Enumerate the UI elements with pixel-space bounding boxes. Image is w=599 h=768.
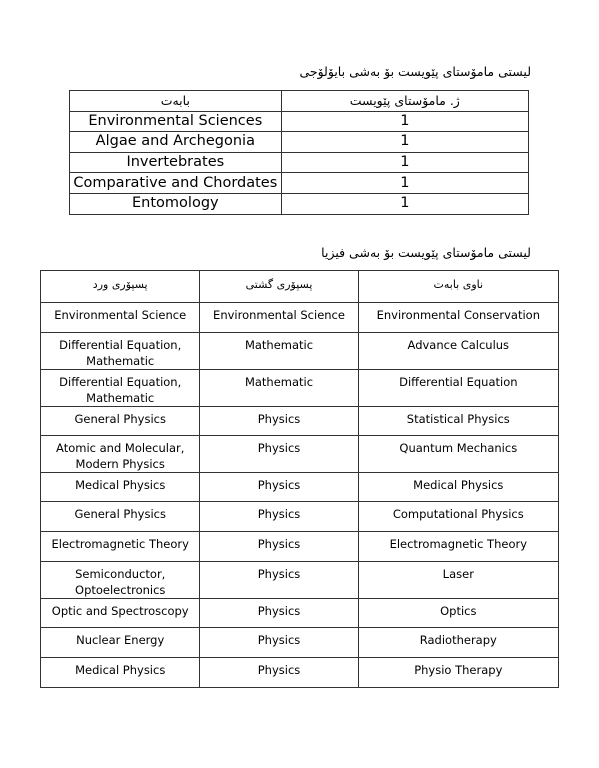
table-row bbox=[41, 599, 559, 628]
subject-cell: Entomology bbox=[70, 193, 282, 214]
general-specialty-cell: Physics bbox=[200, 658, 358, 688]
table-row bbox=[70, 173, 529, 194]
table-row bbox=[41, 333, 559, 370]
subject-name-cell: Computational Physics bbox=[358, 502, 558, 532]
specific-specialty-cell: Semiconductor, Optoelectronics bbox=[41, 562, 200, 599]
subject-name-cell: Medical Physics bbox=[358, 473, 558, 502]
count-cell: 1 bbox=[281, 152, 528, 173]
header-subject-name: ناوی بابەت bbox=[358, 271, 558, 303]
table-header-row bbox=[70, 91, 529, 112]
header-general-specialty: پسپۆری گشتی bbox=[200, 271, 358, 303]
header-specific-specialty: پسپۆری ورد bbox=[41, 271, 200, 303]
general-specialty-cell: Mathematic bbox=[200, 370, 358, 407]
table-row bbox=[41, 502, 559, 532]
specific-specialty-cell: General Physics bbox=[41, 407, 200, 436]
physics-section-title: لیستی مامۆستای پێویست بۆ بەشی فیزیا bbox=[321, 245, 531, 260]
specific-specialty-cell: Differential Equation, Mathematic bbox=[41, 333, 200, 370]
specific-specialty-cell: Differential Equation, Mathematic bbox=[41, 370, 200, 407]
table-row bbox=[41, 628, 559, 658]
specific-specialty-cell: Nuclear Energy bbox=[41, 628, 200, 658]
count-cell: 1 bbox=[281, 193, 528, 214]
table-row bbox=[70, 132, 529, 153]
count-cell: 1 bbox=[281, 132, 528, 153]
table-row bbox=[41, 436, 559, 473]
subject-name-cell: Physio Therapy bbox=[358, 658, 558, 688]
general-specialty-cell: Physics bbox=[200, 473, 358, 502]
general-specialty-cell: Physics bbox=[200, 436, 358, 473]
biology-section-title: لیستی مامۆستای پێویست بۆ بەشی بایۆلۆجی bbox=[299, 64, 531, 79]
subject-name-cell: Statistical Physics bbox=[358, 407, 558, 436]
specific-specialty-cell: Electromagnetic Theory bbox=[41, 532, 200, 562]
count-cell: 1 bbox=[281, 111, 528, 132]
table-row bbox=[41, 303, 559, 333]
general-specialty-cell: Mathematic bbox=[200, 333, 358, 370]
subject-cell: Comparative and Chordates bbox=[70, 173, 282, 194]
header-count: ژ. مامۆستای پێویست bbox=[281, 91, 528, 112]
subject-cell: Environmental Sciences bbox=[70, 111, 282, 132]
subject-name-cell: Laser bbox=[358, 562, 558, 599]
subject-name-cell: Differential Equation bbox=[358, 370, 558, 407]
general-specialty-cell: Physics bbox=[200, 599, 358, 628]
table-row bbox=[41, 532, 559, 562]
count-cell: 1 bbox=[281, 173, 528, 194]
table-header-row bbox=[41, 271, 559, 303]
general-specialty-cell: Physics bbox=[200, 628, 358, 658]
subject-name-cell: Advance Calculus bbox=[358, 333, 558, 370]
subject-name-cell: Electromagnetic Theory bbox=[358, 532, 558, 562]
subject-name-cell: Environmental Conservation bbox=[358, 303, 558, 333]
specific-specialty-cell: Atomic and Molecular, Modern Physics bbox=[41, 436, 200, 473]
subject-cell: Invertebrates bbox=[70, 152, 282, 173]
subject-name-cell: Quantum Mechanics bbox=[358, 436, 558, 473]
table-row bbox=[70, 193, 529, 214]
specific-specialty-cell: Medical Physics bbox=[41, 658, 200, 688]
table-row bbox=[41, 370, 559, 407]
table-row bbox=[41, 658, 559, 688]
specific-specialty-cell: General Physics bbox=[41, 502, 200, 532]
table-row bbox=[41, 562, 559, 599]
general-specialty-cell: Environmental Science bbox=[200, 303, 358, 333]
specific-specialty-cell: Environmental Science bbox=[41, 303, 200, 333]
general-specialty-cell: Physics bbox=[200, 407, 358, 436]
subject-name-cell: Optics bbox=[358, 599, 558, 628]
physics-staff-table bbox=[40, 270, 559, 688]
specific-specialty-cell: Medical Physics bbox=[41, 473, 200, 502]
specific-specialty-cell: Optic and Spectroscopy bbox=[41, 599, 200, 628]
table-row bbox=[41, 473, 559, 502]
general-specialty-cell: Physics bbox=[200, 502, 358, 532]
subject-cell: Algae and Archegonia bbox=[70, 132, 282, 153]
table-row bbox=[70, 152, 529, 173]
general-specialty-cell: Physics bbox=[200, 562, 358, 599]
subject-name-cell: Radiotherapy bbox=[358, 628, 558, 658]
header-subject: بابەت bbox=[70, 91, 282, 112]
table-row bbox=[41, 407, 559, 436]
table-row bbox=[70, 111, 529, 132]
biology-staff-table bbox=[69, 90, 529, 215]
general-specialty-cell: Physics bbox=[200, 532, 358, 562]
